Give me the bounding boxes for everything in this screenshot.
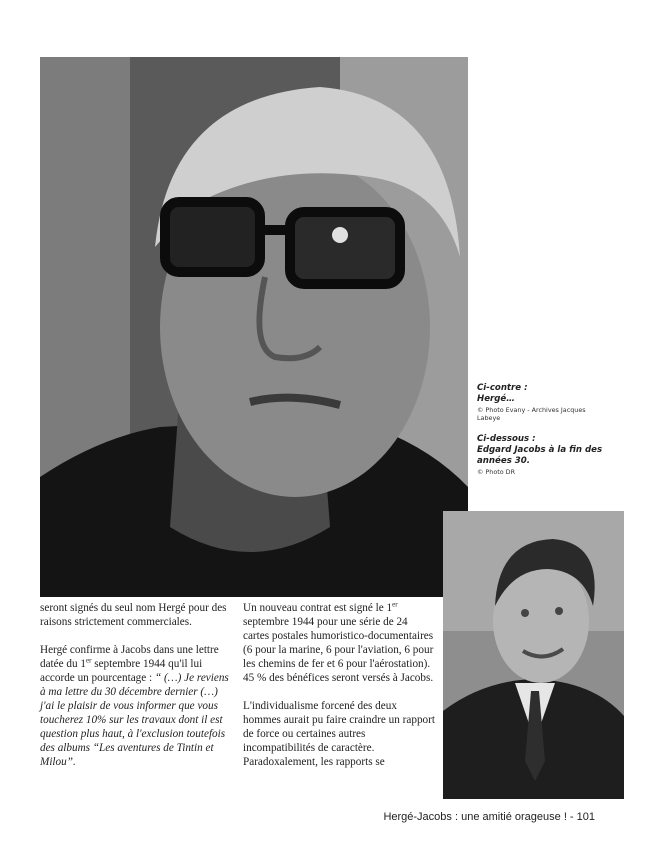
- caption-title-line: Ci-contre :: [477, 383, 528, 393]
- caption-title-line: Hergé…: [477, 394, 515, 404]
- paragraph-text: septembre 1944 qu'il lui accorde un pourcentage :: [40, 658, 203, 684]
- text-column-left: [40, 601, 230, 769]
- paragraph: seront signés du seul nom Hergé pour des raisons strictement commerciales.: [40, 602, 227, 628]
- caption-title: [477, 434, 607, 467]
- ordinal-superscript: er: [85, 656, 92, 665]
- ordinal-superscript: er: [392, 600, 398, 609]
- portrait-herge-icon: [40, 57, 468, 597]
- paragraph-text: septembre 1944 pour une série de 24 cartes postales humoristico-documentaires (6 pour la marine, 6 pour l'aviation, 6 pour les chemins de fer et 6 pour l'aérostation). 45 % des bénéfices seront versés à Jacobs.: [243, 616, 434, 684]
- caption-title: [477, 383, 607, 405]
- paragraph: [40, 643, 230, 769]
- paragraph-text: Un nouveau contrat est signé le 1: [243, 602, 393, 614]
- photo-credit: © Photo DR: [477, 468, 516, 476]
- text-column-middle: [243, 601, 436, 769]
- caption-title-line: Ci-dessous :: [477, 434, 536, 444]
- portrait-jacobs-icon: [443, 511, 624, 799]
- photo-credit: © Photo Evany - Archives Jacques Labeye: [477, 406, 586, 422]
- caption-jacobs: [477, 434, 607, 476]
- caption-title-line: Edgard Jacobs à la fin des années 30.: [477, 445, 603, 466]
- paragraph-text: Hergé confirme à Jacobs dans une lettre datée du 1: [40, 644, 219, 670]
- quoted-letter: “ (…) Je reviens à ma lettre du 30 décembre dernier (…) j'ai le plaisir de vous informer que vous toucherez 10% sur les travaux dont il est question plus haut, à l'exclusion toutefois des albums “Les aventures de Tintin et Milou”.: [40, 672, 229, 768]
- paragraph: L'individualisme forcené des deux hommes aurait pu faire craindre un rapport de force ou certaines autres incompatibilités de caractère. Paradoxalement, les rapports se: [243, 700, 435, 768]
- paragraph: [243, 601, 436, 685]
- page-footer: Hergé-Jacobs : une amitié orageuse ! - 101: [383, 811, 595, 823]
- caption-herge: [477, 383, 607, 422]
- caption-group: [477, 383, 607, 476]
- portrait-photo-herge: [40, 57, 468, 597]
- portrait-photo-jacobs: [443, 511, 624, 799]
